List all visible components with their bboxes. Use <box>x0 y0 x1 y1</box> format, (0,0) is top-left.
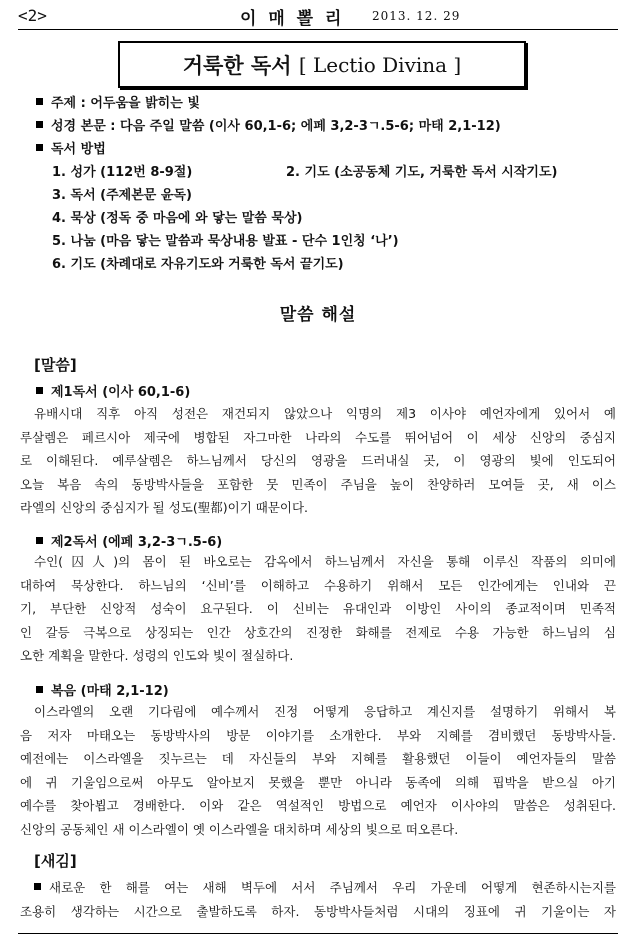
bullet-square-icon <box>34 883 41 890</box>
bullet-square-icon <box>36 98 43 105</box>
reading-heading: 제1독서 (이사 60,1-6) <box>36 381 190 400</box>
title-box <box>118 41 526 88</box>
bullet-square-icon <box>36 387 43 394</box>
bullet-square-icon <box>36 686 43 693</box>
reading-paragraph: 이스라엘의 오랜 기다림에 예수께서 진정 어떻게 응답하고 계신지를 설명하기 위해서 복 음 저자 마태오는 동방박사의 방문 이야기를 소개한다. 부와 지혜를 겸비했던 동방박사들. 예전에는 이스라엘을 짓누르는 데 자신들의 부와 지혜를 활용했던 이들이 예언자들의 말씀 에 귀 기울임으로써 아무도 알아보지 못했을 뿐만 아니라 동족에 의해 핍박을 받으실 아기 예수를 찾아뵙고 경배한다. 이와 같은 역설적인 방법으로 예언자 이사야의 말씀은 성취된다. 신앙의 공동체인 새 이스라엘이 옛 이스라엘을 대치하며 세상의 빛으로 떠오른다. <box>20 704 616 837</box>
title-latin: [ Lectio Divina ] <box>298 52 462 77</box>
step-item: 2. 기도 (소공동체 기도, 거룩한 독서 시작기도) <box>286 165 558 180</box>
theme-text: 주제 : 어두움을 밝히는 빛 <box>51 96 200 111</box>
page-number: <2> <box>18 6 47 25</box>
reading-heading: 제2독서 (에페 3,2-3ㄱ.5-6) <box>36 531 222 550</box>
theme-row <box>36 92 200 111</box>
issue-date: 2013. 12. 29 <box>372 9 461 23</box>
footer-divider <box>18 933 618 934</box>
word-label: [말씀] <box>34 356 77 374</box>
step-item: 3. 독서 (주제본문 윤독) <box>52 188 192 203</box>
scripture-text: 성경 본문 : 다음 주일 말씀 (이사 60,1-6; 에페 3,2-3ㄱ.5-6; 마태 2,1-12) <box>51 119 501 134</box>
title-main: 거룩한 독서 <box>182 53 292 78</box>
reading-paragraph: 수인(囚人)의 몸이 된 바오로는 감옥에서 하느님께서 자신을 통해 이루신 작품의 의미에 대하여 묵상한다. 하느님의 ‘신비’를 이해하고 수용하기 위해서 모든 인간에게는 인내와 끈 기, 부단한 신앙적 성숙이 요구된다. 이 신비는 유대인과 이방인 사이의 종교적이며 민족적 인 갈등 극복으로 상징되는 인간 상호간의 진정한 화해를 전제로 수용 가능한 하느님의 심 오한 계획을 말한다. 성령의 인도와 빛이 절실하다. <box>20 554 616 663</box>
header-divider <box>18 29 618 30</box>
step-item: 6. 기도 (차례대로 자유기도와 거룩한 독서 끝기도) <box>52 257 344 272</box>
scripture-row <box>36 115 501 134</box>
step-item: 4. 묵상 (정독 중 마음에 와 닿는 말씀 묵상) <box>52 211 303 226</box>
page-header <box>18 4 618 28</box>
newsletter-name: 이 매 뽈 리 <box>240 9 345 29</box>
method-text: 독서 방법 <box>51 142 106 157</box>
step-item: 1. 성가 (112번 8-9절) <box>52 165 193 180</box>
reflection-paragraph: 새로운 한 해를 여는 새해 벽두에 서서 주님께서 우리 가운데 어떻게 현존하시는지를 조용히 생각하는 시간으로 출발하도록 하자. 동방박사들처럼 시대의 징표에 귀 기울이는 자 <box>20 880 616 919</box>
method-row <box>36 138 106 157</box>
bullet-square-icon <box>36 121 43 128</box>
bullet-square-icon <box>36 144 43 151</box>
reading-heading: 복음 (마태 2,1-12) <box>36 680 169 699</box>
section-title: 말씀 해설 <box>279 305 357 325</box>
reading-paragraph: 유배시대 직후 아직 성전은 재건되지 않았으나 익명의 제3 이사야 예언자에게 있어서 예 루살렘은 페르시아 제국에 병합된 자그마한 나라의 수도를 뛰어넘어 이 세상 신앙의 중심지 로 이해된다. 예루살렘은 하느님께서 당신의 영광을 드러내실 곳, 이 영광의 빛에 인도되어 오늘 복음 속의 동방박사들을 포함한 뭇 민족이 주님을 높이 찬양하러 모여들 곳, 새 이스 라엘의 신앙의 중심지가 될 성도(聖都)이기 때문이다. <box>20 406 616 515</box>
reflection-label: [새김] <box>34 852 77 870</box>
step-item: 5. 나눔 (마음 닿는 말씀과 묵상내용 발표 - 단수 1인칭 ‘나’) <box>52 234 399 249</box>
bullet-square-icon <box>36 537 43 544</box>
